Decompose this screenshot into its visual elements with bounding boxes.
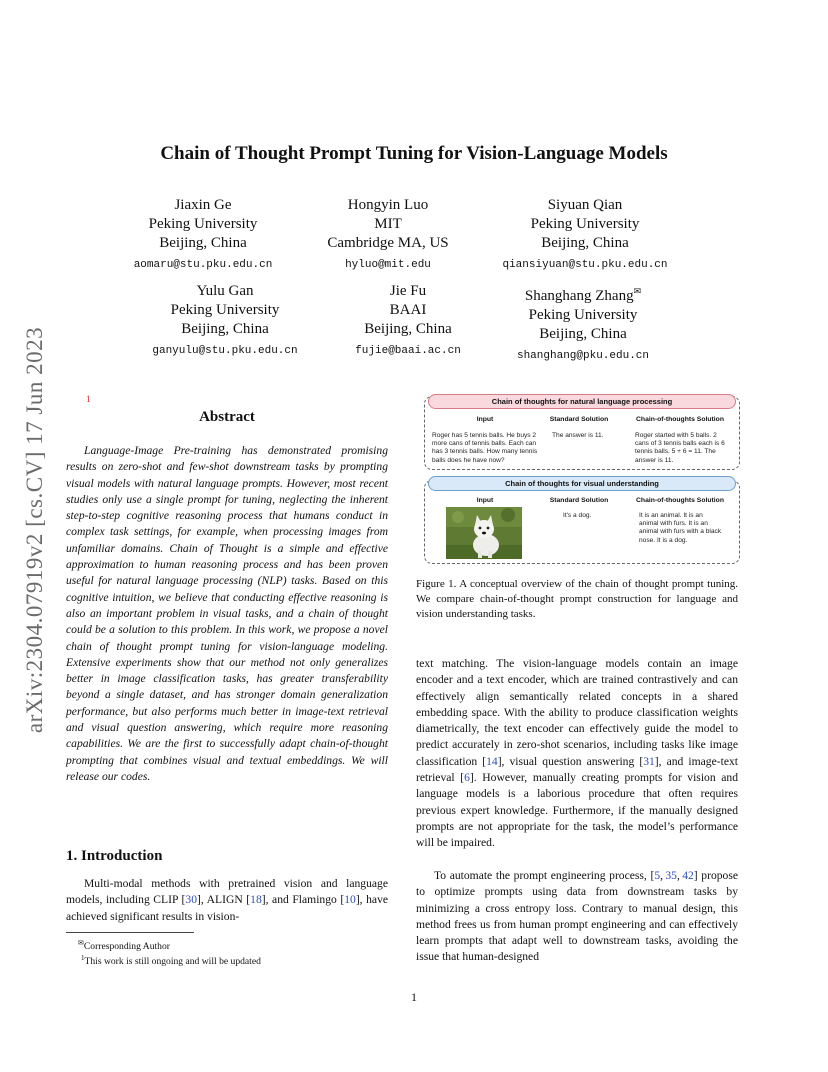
author-name: Yulu Gan bbox=[196, 283, 254, 299]
paper-title: Chain of Thought Prompt Tuning for Vision-Language Models bbox=[160, 143, 668, 164]
citation-link[interactable]: 10 bbox=[344, 893, 356, 907]
envelope-icon: ✉ bbox=[633, 286, 642, 296]
figure-column-input: Input bbox=[476, 416, 494, 423]
figure-column-standard: Standard Solution bbox=[549, 497, 609, 504]
author-block bbox=[118, 196, 288, 275]
author-location: Beijing, China bbox=[364, 321, 452, 337]
citation-link[interactable]: 6 bbox=[464, 771, 470, 785]
author-affiliation: Peking University bbox=[170, 302, 280, 318]
author-affiliation: MIT bbox=[374, 216, 402, 232]
intro-paragraph: Multi-modal methods with pretrained vision and language models, including CLIP [30], ALIGN [18], and Flamingo [10], have achieved significant results in vision- bbox=[66, 877, 389, 923]
page-number: 1 bbox=[411, 990, 417, 1004]
figure-column-input: Input bbox=[476, 497, 494, 504]
author-location: Cambridge MA, US bbox=[327, 235, 449, 251]
author-affiliation: Peking University bbox=[528, 307, 638, 323]
author-block bbox=[498, 282, 668, 366]
author-affiliation: Peking University bbox=[530, 216, 640, 232]
figure-vision-cot: It is an animal. It is an animal with furs. It is an animal with furs with a black nose. It is a dog. bbox=[639, 512, 722, 544]
author-name: Shanghang Zhang bbox=[524, 288, 634, 304]
footnote-marker[interactable]: 1 bbox=[86, 394, 91, 404]
author-location: Beijing, China bbox=[159, 235, 247, 251]
figure-header-vision: Chain of thoughts for visual understanding bbox=[428, 476, 736, 491]
abstract-text: Language-Image Pre-training has demonstrated promising results on zero-shot and few-shot downstream tasks by prompting visual models with natural language prompts. However, most recent studies only use a single prompt for tuning, neglecting the inherent step-to-step cognitive reasoning process that humans conduct in complex task settings, for example, when processing images from unfamiliar domains. Chain of Thought is a simple and effective approximation to human reasoning process and has been proven useful for natural language processing (NLP) tasks. Based on this cognitive intuition, we believe that conducting effective reasoning is also an important problem in visual tasks, and a chain of thought could be a solution to this problem. In this work, we propose a novel chain of thought prompt tuning for vision-language modeling. Extensive experiments show that our method not only generalizes better in image classification tasks, has greater transferability beyond a single dataset, and has stronger domain generalization performance, but also performs much better in image-text retrieval and visual question answering, which require more reasoning capabilities. We are the first to successfully adapt chain-of-thought prompting that combines visual and textual embeddings. We will release our codes. bbox=[66, 444, 388, 783]
author-location: Beijing, China bbox=[539, 326, 627, 342]
abstract-heading: Abstract bbox=[199, 409, 255, 425]
author-name-row bbox=[498, 282, 668, 306]
author-name: Jie Fu bbox=[389, 283, 427, 299]
author-name: Jiaxin Ge bbox=[174, 197, 232, 213]
citation-link[interactable]: 18 bbox=[250, 893, 262, 907]
author-location: Beijing, China bbox=[181, 321, 269, 337]
arxiv-identifier[interactable]: arXiv:2304.07919v2 [cs.CV] 17 Jun 2023 bbox=[22, 326, 47, 734]
author-name: Hongyin Luo bbox=[347, 197, 429, 213]
citation-link[interactable]: 35 bbox=[665, 869, 677, 882]
figure-nlp-standard: The answer is 11. bbox=[552, 432, 604, 439]
author-location: Beijing, China bbox=[541, 235, 629, 251]
author-email[interactable]: hyluo@mit.edu bbox=[345, 259, 431, 271]
author-email[interactable]: fujie@baai.ac.cn bbox=[355, 345, 461, 357]
section-heading: 1. Introduction bbox=[66, 848, 163, 864]
citation-link[interactable]: 30 bbox=[185, 893, 197, 907]
author-affiliation: Peking University bbox=[148, 216, 258, 232]
author-email[interactable]: qiansiyuan@stu.pku.edu.cn bbox=[502, 259, 668, 271]
figure-vision-standard: It's a dog. bbox=[563, 512, 592, 519]
footnote-ongoing: $^1$This work is still ongoing and will be updated bbox=[81, 954, 261, 968]
citation-link[interactable]: 5 bbox=[654, 869, 661, 882]
figure-header-nlp: Chain of thoughts for natural language processing bbox=[428, 394, 736, 409]
author-affiliation: BAAI bbox=[389, 302, 427, 318]
dog-photo bbox=[446, 507, 522, 559]
citation-link[interactable]: 31 bbox=[643, 754, 655, 768]
footnote-corresponding: ✉Corresponding Author bbox=[78, 939, 170, 953]
figure-column-standard: Standard Solution bbox=[549, 416, 609, 423]
citation-link[interactable]: 42 bbox=[682, 869, 694, 882]
body-paragraph: To automate the prompt engineering process, [5, 35, 42] propose to optimize prompts using data from downstream tasks by minimizing a cross entropy loss. Contrary to manual design, this method frees us from human prompt engineering and can effectively learn prompts that adapt well to downstream tasks, avoiding the issue that human-designed bbox=[416, 869, 738, 964]
author-block bbox=[490, 196, 680, 275]
author-block bbox=[303, 196, 473, 275]
body-paragraph: text matching. The vision-language models contain an image encoder and a text encoder, which are trained contrastively and can effectively align semantically related concepts in a shared embedding space. With the ability to produce classification weights diametrically, the text encoder can effectively guide the model to predict accurately in zero-shot scenarios, including tasks like image classification [14], visual question answering [31], and image-text retrieval [6]. However, manually creating prompts for vision and language models is a laborious procedure that often requires previous expert knowledge. Furthermore, if the manually designed prompts are not appropriate for the task, the model’s performance will be impaired. bbox=[416, 657, 738, 850]
author-block bbox=[140, 282, 310, 361]
figure-nlp-cot: Roger started with 5 balls. 2 cans of 3 tennis balls each is 6 tennis balls. 5 + 6 = 11. The answer is 11. bbox=[635, 432, 725, 464]
footnote-rule bbox=[66, 932, 194, 933]
citation-link[interactable]: 14 bbox=[486, 754, 498, 768]
author-email[interactable]: ganyulu@stu.pku.edu.cn bbox=[152, 345, 298, 357]
figure-nlp-input: Roger has 5 tennis balls. He buys 2 more cans of tennis balls. Each can has 3 tennis balls. How many tennis balls does he have now? bbox=[432, 432, 538, 464]
author-email[interactable]: shanghang@pku.edu.cn bbox=[516, 350, 650, 362]
arxiv-sidebar bbox=[10, 290, 60, 770]
figure-caption: Figure 1. A conceptual overview of the chain of thought prompt tuning. We compare chain-of-thought prompt construction for language and vision understanding tasks. bbox=[416, 578, 738, 620]
author-name: Siyuan Qian bbox=[547, 197, 623, 213]
author-email[interactable]: aomaru@stu.pku.edu.cn bbox=[133, 259, 273, 271]
figure-column-cot: Chain-of-thoughts Solution bbox=[636, 416, 724, 423]
envelope-icon: ✉ bbox=[78, 939, 84, 947]
author-block bbox=[323, 282, 493, 361]
figure-column-cot: Chain-of-thoughts Solution bbox=[636, 497, 724, 504]
